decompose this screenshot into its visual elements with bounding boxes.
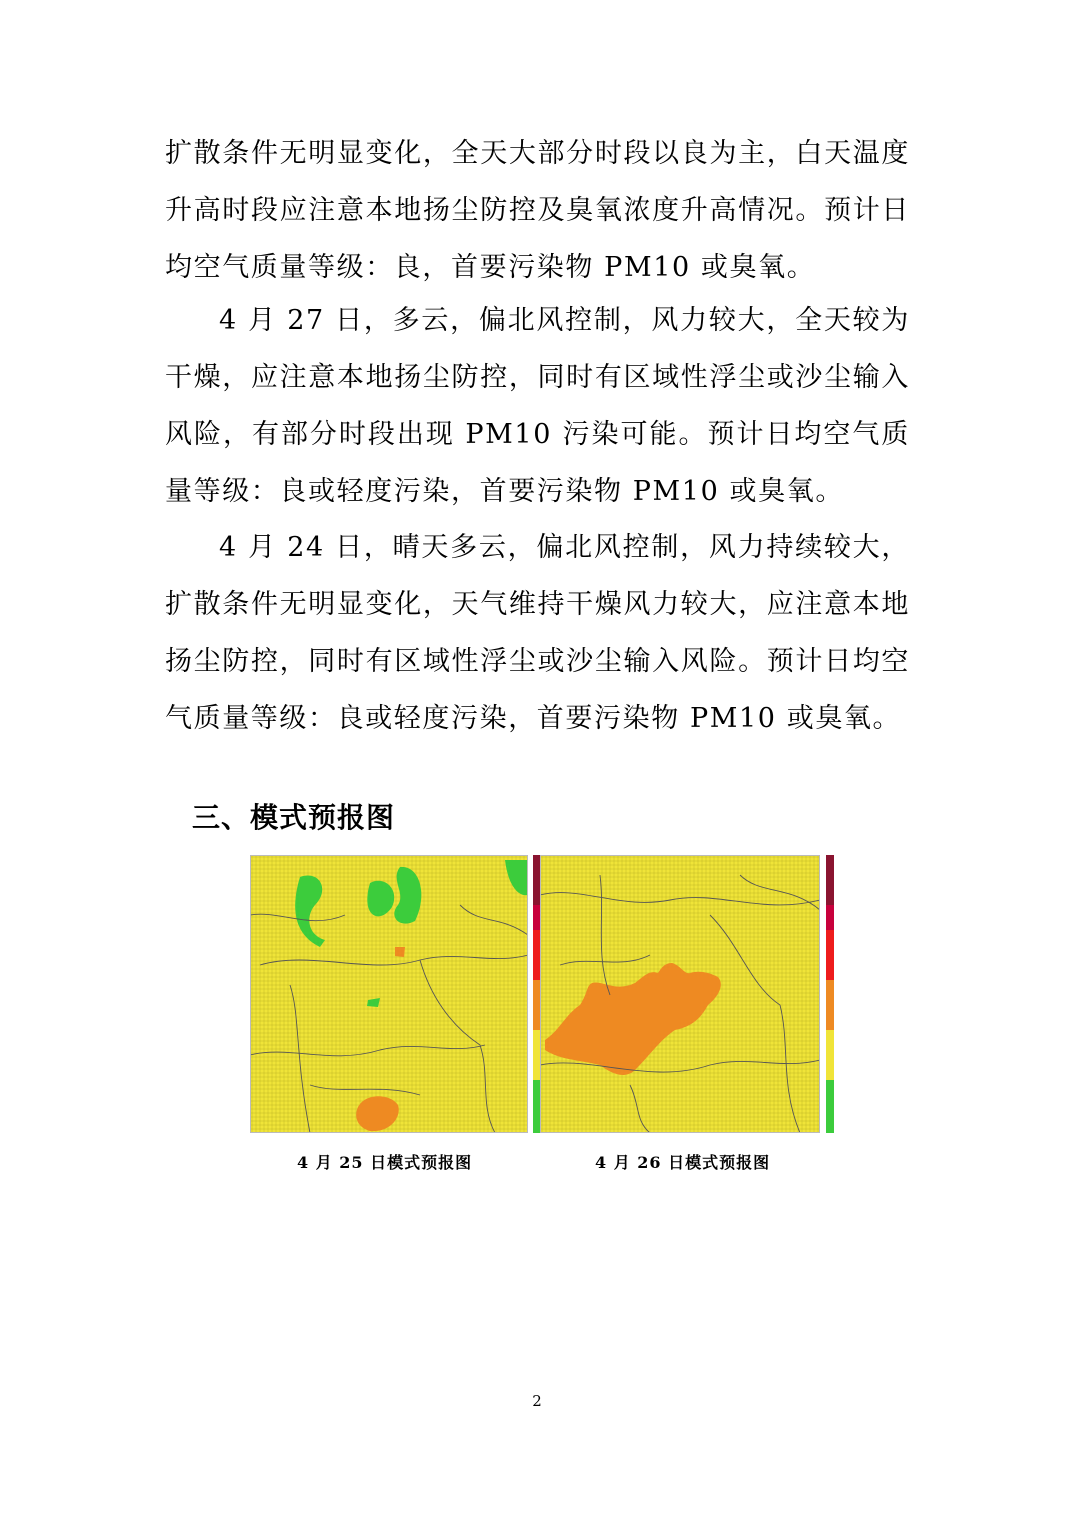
paragraph-forecast-apr24: 4 月 24 日，晴天多云，偏北风控制，风力持续较大，扩散条件无明显变化，天气维持干燥风力较大，应注意本地扬尘防控，同时有区域性浮尘或沙尘输入风险。预计日均空气质量等级：良或轻度污染，首要污染物 PM10 或臭氧。 (165, 532, 910, 734)
figure-caption: 4 月 26 日模式预报图 (595, 1153, 771, 1172)
color-scale-bar (826, 855, 834, 1133)
paragraph-forecast-intro: 扩散条件无明显变化，全天大部分时段以良为主，白天温度升高时段应注意本地扬尘防控及臭氧浓度升高情况。预计日均空气质量等级：良，首要污染物 PM10 或臭氧。 (165, 138, 910, 283)
paragraph-forecast-apr27: 4 月 27 日，多云，偏北风控制，风力较大，全天较为干燥，应注意本地扬尘防控，同时有区域性浮尘或沙尘输入风险，有部分时段出现 PM10 污染可能。预计日均空气质量等级：良或轻度污染，首要污染物 PM10 或臭氧。 (165, 305, 910, 507)
page-number: 2 (532, 1392, 542, 1410)
figure-caption: 4 月 25 日模式预报图 (297, 1153, 473, 1172)
forecast-map-apr25 (250, 855, 528, 1133)
section-heading: 三、模式预报图 (192, 801, 396, 834)
pollution-zone-orange (395, 947, 405, 957)
forecast-map-apr26 (540, 855, 820, 1133)
